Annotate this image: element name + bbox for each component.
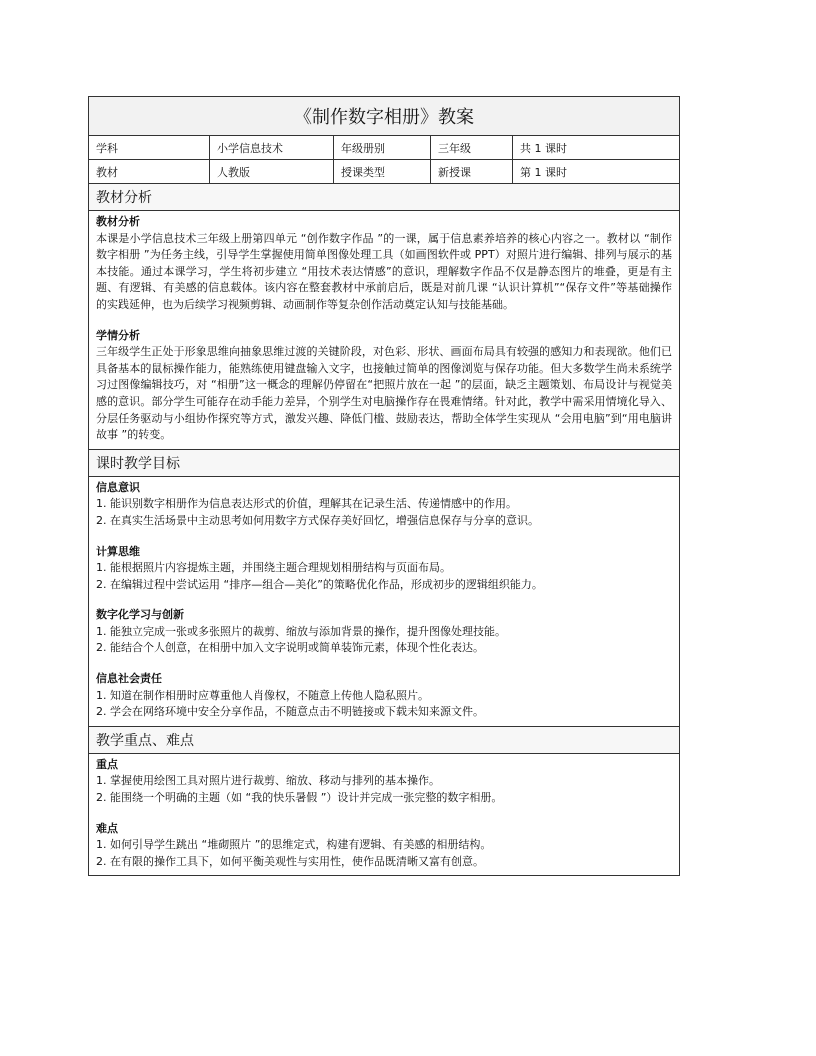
lesson-plan-table bbox=[88, 96, 680, 876]
list-text: 知道在制作相册时应尊重他人肖像权，不随意上传他人隐私照片。 bbox=[110, 688, 429, 702]
list-item bbox=[96, 688, 672, 705]
list-item bbox=[96, 560, 672, 577]
list-text: 掌握使用绘图工具对照片进行裁剪、缩放、移动与排列的基本操作。 bbox=[110, 774, 440, 788]
list-item bbox=[96, 773, 672, 790]
info-cell: 第 1 课时 bbox=[520, 165, 567, 179]
subheading: 信息意识 bbox=[96, 480, 140, 494]
list-text: 能根据照片内容提炼主题，并围绕主题合理规划相册结构与页面布局。 bbox=[110, 561, 451, 575]
section-analysis bbox=[89, 184, 679, 450]
list-number: 1. bbox=[96, 838, 107, 852]
list-number: 1. bbox=[96, 561, 107, 575]
document-title: 《制作数字相册》教案 bbox=[89, 97, 679, 136]
numbered-list bbox=[96, 624, 672, 657]
section-heading: 教材分析 bbox=[89, 184, 679, 211]
list-item bbox=[96, 790, 672, 807]
list-number: 2. bbox=[96, 705, 107, 719]
list-item bbox=[96, 837, 672, 854]
subheading: 计算思维 bbox=[96, 544, 140, 558]
list-item bbox=[96, 624, 672, 641]
list-text: 能识别数字相册作为信息表达形式的价值，理解其在记录生活、传递情感中的作用。 bbox=[110, 497, 517, 511]
section-heading: 课时教学目标 bbox=[89, 450, 679, 477]
list-text: 能结合个人创意，在相册中加入文字说明或简单装饰元素，体现个性化表达。 bbox=[110, 641, 484, 655]
list-text: 能独立完成一张或多张照片的裁剪、缩放与添加背景的操作，提升图像处理技能。 bbox=[110, 624, 506, 638]
paragraph: 三年级学生正处于形象思维向抽象思维过渡的关键阶段，对色彩、形状、画面布局具有较强的感知力和表现欲。他们已具备基本的鼠标操作能力，能熟练使用键盘输入文字，也接触过简单的图像浏览与保存功能。但大多数学生尚未系统学习过图像编辑技巧，对 “相册”这一概念的理解仍停留在“把照片放在一起 ”的层面，缺乏主题策划、布局设计与视觉美感的意识。部分学生可能存在动手能力差异，个别学生对电脑操作存在畏难情绪。针对此，教学中需采用情境化导入、分层任务驱动与小组协作探究等方式，激发兴趣、降低门槛、鼓励表达，帮助全体学生实现从 “会用电脑”到“用电脑讲故事 ”的转变。 bbox=[96, 345, 672, 442]
list-number: 1. bbox=[96, 497, 107, 511]
subheading: 难点 bbox=[96, 821, 118, 835]
list-number: 2. bbox=[96, 577, 107, 591]
info-cell: 教材 bbox=[89, 160, 210, 183]
list-item bbox=[96, 577, 672, 594]
subheading: 学情分析 bbox=[96, 328, 140, 342]
numbered-list bbox=[96, 496, 672, 529]
list-item bbox=[96, 640, 672, 657]
info-cell: 年级册别 bbox=[334, 136, 431, 159]
list-number: 1. bbox=[96, 624, 107, 638]
info-cell: 人教版 bbox=[210, 160, 334, 183]
list-text: 如何引导学生跳出 “堆砌照片 ”的思维定式，构建有逻辑、有美感的相册结构。 bbox=[110, 838, 492, 852]
info-row-subject bbox=[89, 136, 679, 160]
list-text: 能围绕一个明确的主题（如 “我的快乐暑假 ”）设计并完成一张完整的数字相册。 bbox=[110, 791, 503, 805]
list-number: 2. bbox=[96, 513, 107, 527]
list-number: 1. bbox=[96, 774, 107, 788]
list-number: 2. bbox=[96, 641, 107, 655]
list-item bbox=[96, 513, 672, 530]
info-cell: 小学信息技术 bbox=[210, 136, 334, 159]
list-text: 在有限的操作工具下，如何平衡美观性与实用性，使作品既清晰又富有创意。 bbox=[110, 854, 484, 868]
info-row-textbook bbox=[89, 160, 679, 184]
numbered-list bbox=[96, 837, 672, 870]
list-item bbox=[96, 854, 672, 871]
list-item bbox=[96, 704, 672, 721]
list-text: 学会在网络环境中安全分享作品，不随意点击不明链接或下载未知来源文件。 bbox=[110, 705, 484, 719]
numbered-list bbox=[96, 773, 672, 806]
info-cell: 授课类型 bbox=[334, 160, 431, 183]
subheading: 教材分析 bbox=[96, 215, 140, 228]
list-text: 在编辑过程中尝试运用 “排序—组合—美化”的策略优化作品，形成初步的逻辑组织能力。 bbox=[110, 577, 543, 591]
list-number: 1. bbox=[96, 688, 107, 702]
subheading: 重点 bbox=[96, 757, 118, 771]
info-cell: 新授课 bbox=[431, 160, 513, 183]
list-item bbox=[96, 496, 672, 513]
section-goals bbox=[89, 450, 679, 727]
paragraph: 本课是小学信息技术三年级上册第四单元 “创作数字作品 ”的一课，属于信息素养培养的核心内容之一。教材以 “制作数字相册 ”为任务主线，引导学生掌握使用简单图像处理工具（如画图软件或 PPT）对照片进行编辑、排列与展示的基本技能。通过本课学习，学生将初步建立 “用技术表达情感”的意识，理解数字作品不仅是静态图片的堆叠，更是有主题、有逻辑、有美感的信息载体。该内容在整套教材中承前启后，既是对前几课 “认识计算机”“保存文件”等基础操作的实践延伸，也为后续学习视频剪辑、动画制作等复杂创作活动奠定认知与技能基础。 bbox=[96, 231, 672, 311]
list-number: 2. bbox=[96, 854, 107, 868]
info-cell: 共 1 课时 bbox=[520, 141, 567, 155]
info-cell: 三年级 bbox=[431, 136, 513, 159]
subheading: 数字化学习与创新 bbox=[96, 608, 184, 622]
numbered-list bbox=[96, 688, 672, 721]
info-cell: 学科 bbox=[89, 136, 210, 159]
subheading: 信息社会责任 bbox=[96, 672, 162, 686]
list-text: 在真实生活场景中主动思考如何用数字方式保存美好回忆，增强信息保存与分享的意识。 bbox=[110, 513, 539, 527]
section-keypoints bbox=[89, 727, 679, 876]
numbered-list bbox=[96, 560, 672, 593]
section-heading: 教学重点、难点 bbox=[89, 727, 679, 754]
list-number: 2. bbox=[96, 791, 107, 805]
